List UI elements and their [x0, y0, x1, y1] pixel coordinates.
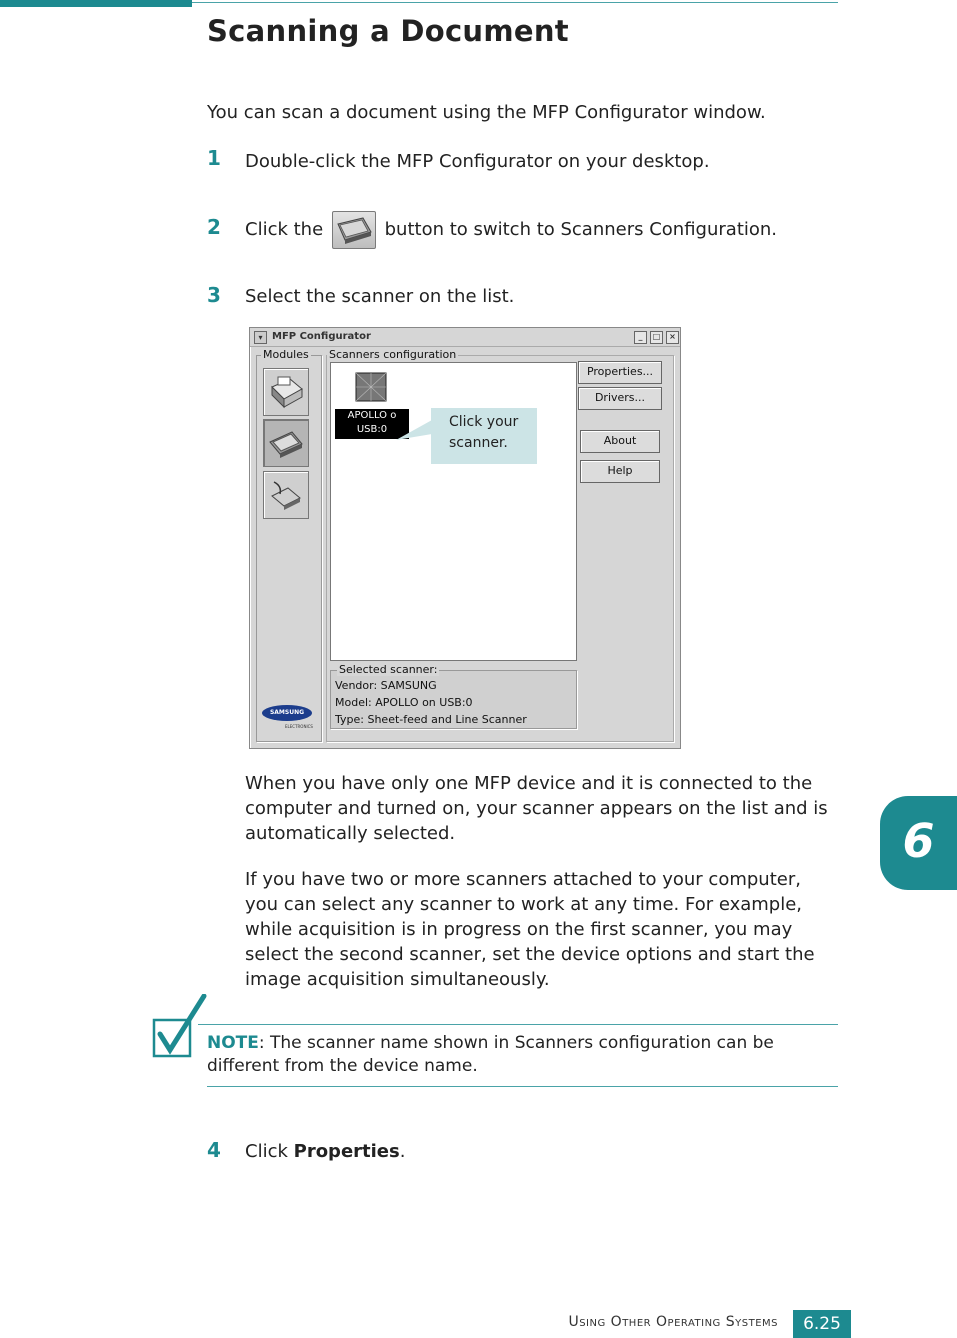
scanner-list[interactable] [330, 362, 577, 661]
close-icon[interactable]: × [666, 331, 679, 344]
scanner-icon [333, 212, 375, 248]
about-button[interactable]: About [580, 430, 660, 453]
callout-pointer [396, 420, 436, 442]
selected-vendor: Vendor: SAMSUNG [335, 679, 437, 692]
header-rule [192, 2, 838, 3]
note-check-icon [150, 994, 208, 1064]
drivers-button[interactable]: Drivers... [578, 387, 662, 410]
ports-module-button[interactable] [263, 471, 309, 519]
properties-button[interactable]: Properties... [578, 361, 662, 384]
brand-name: SAMSUNG [269, 709, 305, 716]
scanners-config-legend: Scanners configuration [329, 348, 457, 361]
step-4-number: 4 [207, 1138, 221, 1162]
window-menu-icon[interactable]: ▾ [254, 331, 267, 344]
step-2-line [245, 211, 777, 249]
note-text [207, 1032, 837, 1078]
samsung-logo [262, 705, 312, 721]
callout-box [431, 408, 537, 464]
scanner-icon [264, 420, 308, 466]
note-label: NOTE [207, 1033, 259, 1053]
footer-section-title: Using Other Operating Systems [568, 1314, 778, 1330]
callout-line-1: Click your [449, 414, 519, 430]
scanner-item-port: USB:0 [356, 424, 388, 435]
step-2-text-before: Click the [245, 219, 324, 240]
chapter-tab [880, 796, 957, 890]
step-4-bold: Properties [293, 1141, 400, 1162]
note-top-rule [198, 1024, 838, 1025]
selected-scanner-group [330, 663, 577, 729]
note-body: : The scanner name shown in Scanners configuration can be different from the device name. [207, 1033, 774, 1076]
scanner-device-icon [353, 367, 389, 405]
maximize-icon[interactable]: □ [650, 331, 663, 344]
note-bottom-rule [207, 1086, 838, 1087]
paragraph-single-device: When you have only one MFP device and it is connected to the computer and turned on, your scanner appears on the list and is automatically selected. [245, 773, 828, 844]
step-2-number: 2 [207, 215, 221, 239]
step-3-number: 3 [207, 283, 221, 307]
modules-group [256, 348, 322, 742]
step-4-text-before: Click [245, 1141, 288, 1162]
brand-subtitle: ELECTRONICS [285, 724, 313, 729]
step-4-text-after: . [399, 1141, 406, 1162]
scanner-item-name: APOLLO o [347, 410, 397, 421]
paragraph-multiple-devices: If you have two or more scanners attached to your computer, you can select any scanner to work at any time. For example, while acquisition is in progress on the first scanner, you may select the second scanner, set the device options and start the image acquisition simultaneously. [245, 869, 815, 990]
help-button[interactable]: Help [580, 460, 660, 483]
scanners-module-button[interactable] [263, 419, 309, 467]
header-accent-bar [0, 0, 192, 7]
chapter-number: 6 [902, 814, 935, 868]
window-titlebar [250, 328, 680, 347]
page-number: 6.25 [793, 1310, 851, 1338]
selected-type: Type: Sheet-feed and Line Scanner [335, 713, 527, 726]
step-2-text-after: button to switch to Scanners Configuration. [384, 219, 778, 240]
printers-module-button[interactable] [263, 368, 309, 416]
selected-scanner-legend: Selected scanner: [339, 663, 438, 676]
intro-text: You can scan a document using the MFP Configurator window. [207, 102, 766, 123]
scanner-config-button [332, 211, 376, 249]
step-4-line [245, 1139, 405, 1164]
minimize-icon[interactable]: _ [634, 331, 647, 344]
page-title: Scanning a Document [207, 14, 569, 48]
window-title: MFP Configurator [272, 331, 371, 342]
callout-line-2: scanner. [449, 435, 508, 451]
selected-model: Model: APOLLO on USB:0 [335, 696, 473, 709]
modules-legend: Modules [263, 348, 309, 361]
step-3-text: Select the scanner on the list. [245, 286, 515, 307]
mfp-configurator-window [249, 327, 681, 749]
printer-icon [264, 369, 308, 415]
step-1-number: 1 [207, 146, 221, 170]
step-1-text: Double-click the MFP Configurator on your desktop. [245, 151, 710, 172]
port-icon [264, 472, 308, 518]
